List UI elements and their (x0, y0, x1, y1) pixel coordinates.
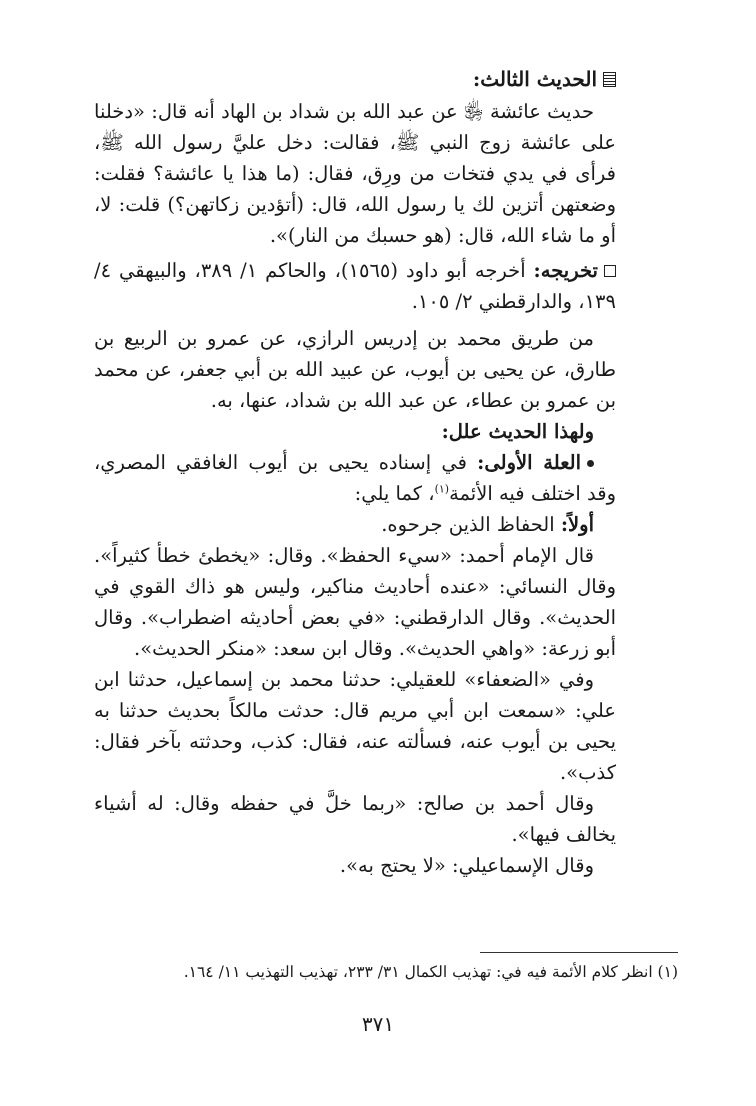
ahmad-paragraph: قال الإمام أحمد: «سيء الحفظ». وقال: «يخطئ خطأ كثيراً». وقال النسائي: «عنده أحاديث مناكير، وليس هو ذاك القوي في الحديث». وقال الدارقطني: «في بعض أحاديثه اضطراب». وقال أبو زرعة: «واهي الحديث». وقال ابن سعد: «منكر الحديث». (94, 544, 616, 660)
ismaili-paragraph: وقال الإسماعيلي: «لا يحتج به». (339, 854, 594, 877)
first-illa-text-after: ، كما يلي: (354, 482, 435, 505)
footnote-divider (480, 952, 678, 953)
uqayli-paragraph: وفي «الضعفاء» للعقيلي: حدثنا محمد بن إسماعيل، حدثنا ابن علي: «سمعت ابن أبي مريم قال: حدثت مالكاً بحديث حدثنا به يحيى بن أيوب عنه، فسألته عنه، فقال: كذب، وحدثته بآخر فقال: كذب». (94, 668, 616, 784)
first-illa-text: في إسناده يحيى بن أيوب الغافقي المصري، وقد اختلف فيه الأئمة (94, 451, 616, 505)
takhrij-label: تخريجه: (533, 259, 598, 282)
footnote-ref[interactable]: (١) (434, 482, 450, 496)
page-body (94, 62, 616, 881)
first-illa-paragraph (94, 447, 616, 509)
first-point (94, 509, 616, 540)
heading-text: الحديث الثالث: (472, 67, 597, 91)
page-number: ٣٧١ (361, 1012, 395, 1036)
first-illa-label: العلة الأولى: (477, 451, 581, 474)
square-icon (604, 265, 616, 277)
section-heading (94, 62, 616, 96)
book-icon (603, 72, 616, 87)
isnad-paragraph: من طريق محمد بن إدريس الرازي، عن عمرو بن الربيع بن طارق، عن يحيى بن أيوب، عن عبيد الله بن أبي جعفر، عن محمد بن عمرو بن عطاء، عن عبد الله بن شداد، عنها، به. (94, 327, 616, 412)
takhrij-text: أخرجه أبو داود (١٥٦٥)، والحاكم ١/ ٣٨٩، والبيهقي ٤/ ١٣٩، والدارقطني ٢/ ١٠٥. (94, 259, 616, 313)
first-point-text: الحفاظ الذين جرحوه. (381, 513, 555, 536)
first-point-label: أولاً: (560, 513, 594, 536)
hadith-text: حديث عائشة ﵂ عن عبد الله بن شداد بن الهاد أنه قال: «دخلنا على عائشة زوج النبي ﷺ، فقالت: دخل عليَّ رسول الله ﷺ، فرأى في يدي فتخات من ورِق، فقال: (ما هذا يا عائشة؟ فقلت: وضعتهن أتزين لك يا رسول الله، قال: (أتؤدين زكاتهن؟) قلت: لا، أو ما شاء الله، قال: (هو حسبك من النار)». (94, 100, 616, 247)
ilal-heading: ولهذا الحديث علل: (441, 420, 594, 443)
bullet-icon (587, 460, 594, 467)
salih-paragraph: وقال أحمد بن صالح: «ربما خلَّ في حفظه وقال: له أشياء يخالف فيها». (94, 792, 616, 846)
takhrij-paragraph (94, 255, 616, 317)
footnote: (١) انظر كلام الأئمة فيه في: تهذيب الكمال ٣١/ ٢٣٣، تهذيب التهذيب ١١/ ١٦٤. (183, 963, 678, 981)
